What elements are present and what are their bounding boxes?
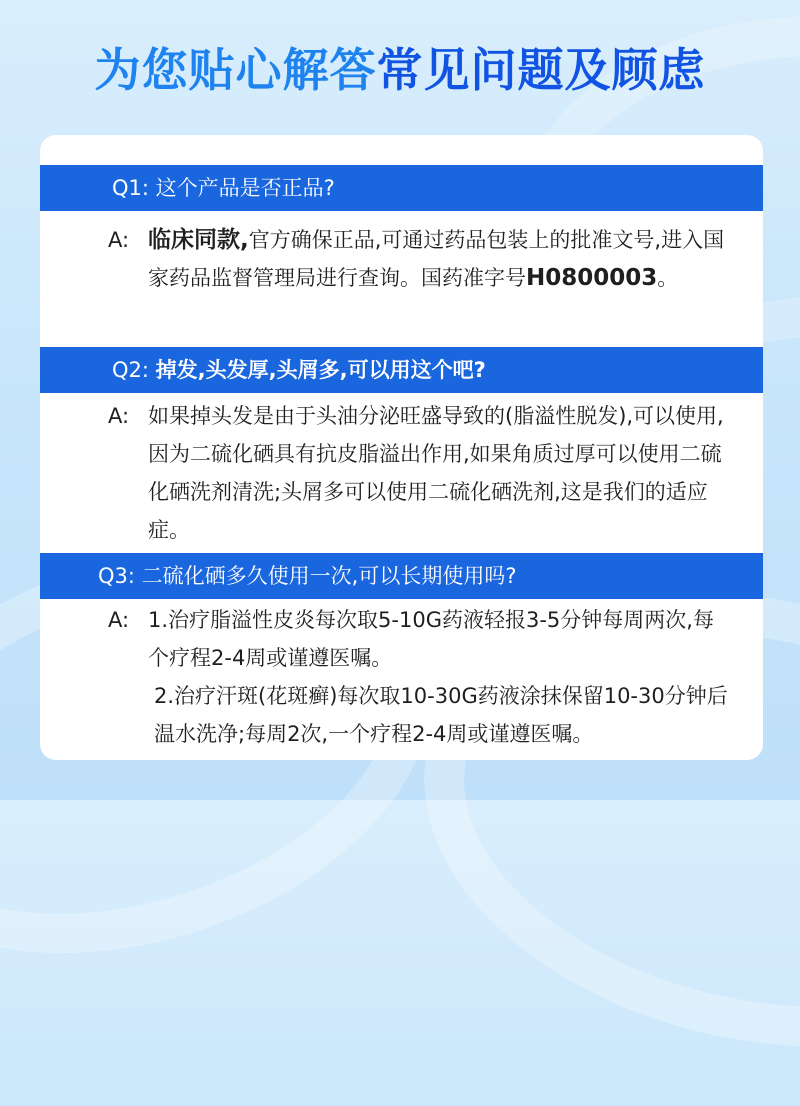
page-title: [0, 38, 800, 102]
answer-block-2: [108, 397, 728, 549]
question-label: Q1:: [112, 176, 149, 200]
answer-label: A:: [108, 608, 130, 632]
answer-highlight: 临床同款,: [148, 227, 249, 253]
answer-block-1: [108, 221, 728, 297]
answer-label: A:: [108, 404, 130, 428]
question-bar-1: [40, 165, 763, 211]
answer-text: 如果掉头发是由于头油分泌旺盛导致的(脂溢性脱发),可以使用,因为二硫化硒具有抗皮脂溢出作用,如果角质过厚可以使用二硫化硒洗剂清洗;头屑多可以使用二硫化硒洗剂,这是我们的适应症。: [148, 404, 724, 542]
question-bar-2: [40, 347, 763, 393]
question-label: Q3:: [98, 564, 135, 588]
answer-block-3: [108, 601, 728, 753]
question-text: 二硫化硒多久使用一次,可以长期使用吗?: [141, 564, 517, 588]
answer-item-2: 2.治疗汗斑(花斑癣)每次取10-30G药液涂抹保留10-30分钟后温水洗净;每周2次,一个疗程2-4周或谨遵医嘱。: [154, 684, 728, 746]
approval-number: H0800003: [526, 265, 658, 291]
question-text: 这个产品是否正品?: [155, 176, 335, 200]
answer-end: 。: [657, 266, 679, 290]
question-label: Q2:: [112, 358, 149, 382]
answer-item-1: 1.治疗脂溢性皮炎每次取5-10G药液轻报3-5分钟每周两次,每个疗程2-4周或谨遵医嘱。: [148, 608, 714, 670]
question-text: 掉发,头发厚,头屑多,可以用这个吧?: [155, 358, 486, 382]
answer-text: 官方确保正品,可通过药品包装上的批准文号,进入国家药品监督管理局进行查询。国药准字号: [148, 228, 725, 290]
title-part-1: 为您贴心解答: [94, 43, 377, 97]
title-part-2: 常见问题及顾虑: [376, 43, 706, 97]
faq-card: [40, 135, 763, 760]
question-bar-3: [40, 553, 763, 599]
answer-label: A:: [108, 228, 130, 252]
